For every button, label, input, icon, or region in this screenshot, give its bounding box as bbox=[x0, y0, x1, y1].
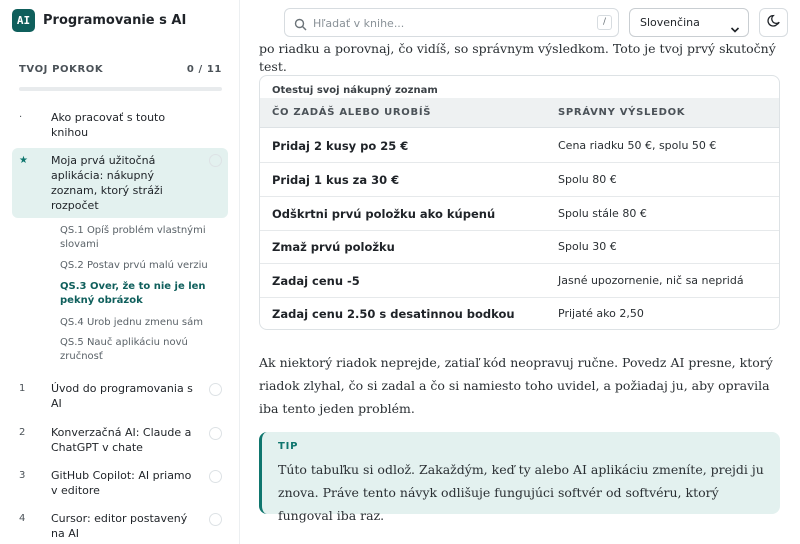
completion-circle-icon[interactable] bbox=[209, 154, 222, 167]
app-title: Programovanie s AI bbox=[43, 13, 187, 28]
tip-text: Túto tabuľku si odlož. Zakaždým, keď ty alebo AI aplikáciu zmeníte, prejdi ju znova. Práve tento návyk odlišuje fungujúci softvér od softvéru, ktorý fungoval iba raz. bbox=[278, 462, 764, 523]
table-row bbox=[260, 264, 780, 298]
completion-circle-icon[interactable] bbox=[209, 383, 222, 396]
completion-circle-icon[interactable] bbox=[209, 427, 222, 440]
sidebar-item-marker: · bbox=[19, 112, 23, 123]
sidebar-item-label: Moja prvá užitočná aplikácia: nákupný zoznam, ktorý stráži rozpočet bbox=[51, 154, 163, 212]
progress-count: 0 / 11 bbox=[186, 64, 222, 75]
sidebar-subitem-qs2[interactable]: QS.2 Postav prvú malú verziu bbox=[60, 260, 208, 271]
table-cell-result: Spolu 30 € bbox=[558, 240, 617, 253]
sidebar-subitem-qs5[interactable]: QS.5 Nauč aplikáciu novú zručnosť bbox=[60, 337, 188, 362]
language-selected: Slovenčina bbox=[640, 16, 700, 29]
brand[interactable] bbox=[12, 9, 186, 32]
table-row bbox=[260, 129, 780, 163]
instruction-paragraph: Ak niektorý riadok neprejde, zatiaľ kód neopravuj ručne. Povedz AI presne, ktorý riadok zlyhal, čo si zadal a čo si namiesto toho uvidel, a požiadaj ju, aby opravila iba tento jeden problém. bbox=[259, 355, 773, 416]
table-cell-result: Jasné upozornenie, nič sa nepridá bbox=[558, 274, 744, 287]
table-row bbox=[260, 197, 780, 231]
progress-label: TVOJ POKROK bbox=[19, 64, 104, 75]
sidebar-subitem-qs1[interactable]: QS.1 Opíš problém vlastnými slovami bbox=[60, 225, 206, 250]
sidebar bbox=[0, 0, 240, 544]
table-row bbox=[260, 163, 780, 197]
sidebar-item-number: 1 bbox=[19, 383, 26, 394]
table-cell-input: Pridaj 1 kus za 30 € bbox=[272, 173, 400, 187]
intro-paragraph-tail: po riadku a porovnaj, čo vidíš, so správnym výsledkom. Toto je tvoj prvý skutočný test. bbox=[259, 41, 776, 74]
theme-toggle-button[interactable] bbox=[759, 8, 788, 37]
tip-title: TIP bbox=[278, 441, 299, 452]
table-cell-input: Odškrtni prvú položku ako kúpenú bbox=[272, 207, 496, 221]
completion-circle-icon[interactable] bbox=[209, 513, 222, 526]
sidebar-subitem-qs4[interactable]: QS.4 Urob jednu zmenu sám bbox=[60, 317, 204, 328]
table-caption: Otestuj svoj nákupný zoznam bbox=[272, 85, 438, 96]
app-logo: AI bbox=[12, 9, 35, 32]
column-header-input: ČO ZADÁŠ ALEBO UROBÍŠ bbox=[272, 107, 432, 118]
search-icon bbox=[294, 16, 307, 35]
sidebar-item-quickstart[interactable] bbox=[12, 148, 228, 218]
moon-icon bbox=[767, 13, 781, 32]
sidebar-item-chapter-4[interactable] bbox=[12, 509, 228, 543]
test-table bbox=[259, 75, 780, 330]
table-row bbox=[260, 297, 780, 330]
progress-header bbox=[19, 64, 222, 75]
tip-callout bbox=[259, 432, 780, 523]
table-row bbox=[260, 230, 780, 264]
sidebar-item-label: GitHub Copilot: AI priamo v editore bbox=[51, 469, 192, 497]
sidebar-item-chapter-2[interactable] bbox=[12, 423, 228, 457]
search-shortcut-hint: / bbox=[597, 15, 612, 30]
sidebar-subitem-qs3[interactable]: QS.3 Over, že to nie je len pekný obrázok bbox=[60, 281, 206, 306]
progress-bar bbox=[19, 87, 222, 91]
sidebar-item-label: Konverzačná AI: Claude a ChatGPT v chate bbox=[51, 426, 192, 454]
sidebar-item-label: Cursor: editor postavený na AI bbox=[51, 512, 188, 540]
table-cell-result: Spolu stále 80 € bbox=[558, 207, 647, 220]
sidebar-item-label: Ako pracovať s touto knihou bbox=[51, 111, 166, 139]
table-cell-result: Cena riadku 50 €, spolu 50 € bbox=[558, 139, 717, 152]
table-cell-result: Prijaté ako 2,50 bbox=[558, 307, 644, 320]
table-cell-input: Zmaž prvú položku bbox=[272, 240, 395, 254]
sidebar-item-number: 2 bbox=[19, 427, 26, 438]
sidebar-item-chapter-1[interactable] bbox=[12, 379, 228, 413]
sidebar-item-number: 4 bbox=[19, 513, 26, 524]
column-header-result: SPRÁVNY VÝSLEDOK bbox=[558, 107, 686, 118]
sidebar-item-chapter-3[interactable] bbox=[12, 466, 228, 500]
language-select[interactable] bbox=[629, 8, 749, 37]
table-cell-input: Zadaj cenu -5 bbox=[272, 274, 360, 288]
table-cell-result: Spolu 80 € bbox=[558, 173, 617, 186]
table-cell-input: Pridaj 2 kusy po 25 € bbox=[272, 139, 409, 153]
star-icon: ★ bbox=[19, 155, 28, 166]
sidebar-item-intro[interactable] bbox=[12, 108, 228, 142]
table-cell-input: Zadaj cenu 2.50 s desatinnou bodkou bbox=[272, 307, 515, 321]
table-header bbox=[260, 98, 780, 128]
sidebar-item-number: 3 bbox=[19, 470, 26, 481]
search-box[interactable] bbox=[284, 8, 619, 37]
completion-circle-icon[interactable] bbox=[209, 470, 222, 483]
search-input[interactable] bbox=[313, 14, 583, 32]
sidebar-item-label: Úvod do programovania s AI bbox=[51, 382, 193, 410]
